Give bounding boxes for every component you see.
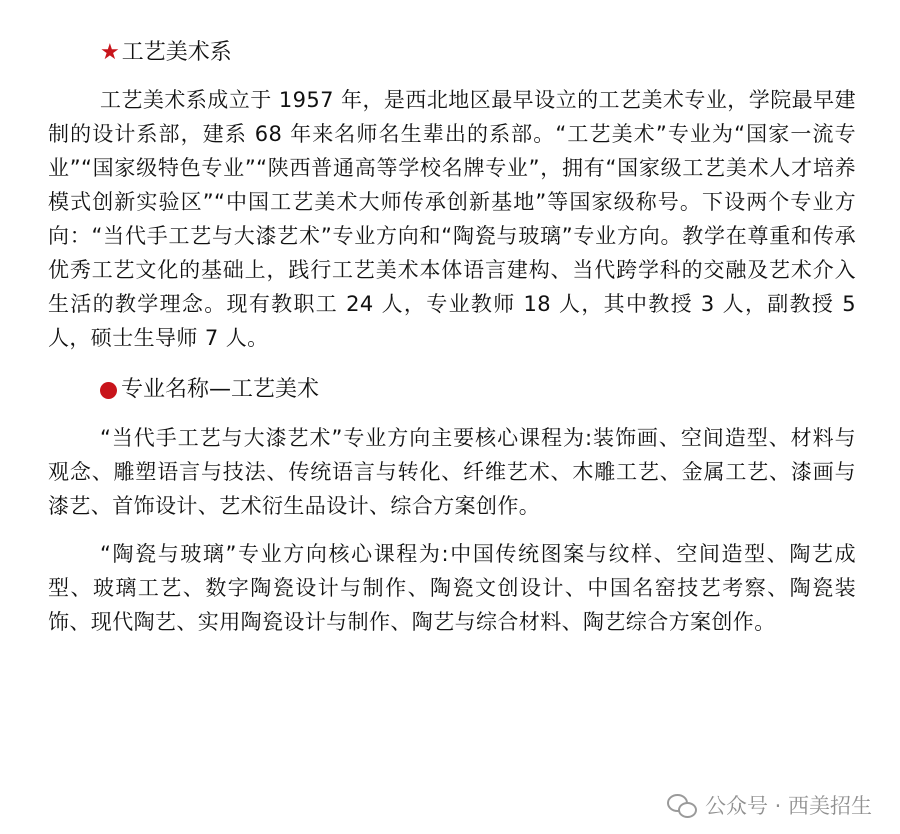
section-heading-crafts-department [100,36,856,70]
watermark [667,790,872,820]
circle-bullet-icon [100,382,117,399]
lacquer-direction-courses-paragraph: “当代手工艺与大漆艺术”专业方向主要核心课程为:装饰画、空间造型、材料与观念、雕塑语言与技法、传统语言与转化、纤维艺术、木雕工艺、金属工艺、漆画与漆艺、首饰设计、艺术衍生品设计、综合方案创作。 [48,426,856,518]
department-intro-paragraph: 工艺美术系成立于 1957 年，是西北地区最早设立的工艺美术专业，学院最早建制的设计系部，建系 68 年来名师名生辈出的系部。“工艺美术”专业为“国家一流专业”“国家级特色专业”“陕西普通高等学校名牌专业”，拥有“国家级工艺美术人才培养模式创新实验区”“中国工艺美术大师传承创新基地”等国家级称号。下设两个专业方向：“当代手工艺与大漆艺术”专业方向和“陶瓷与玻璃”专业方向。教学在尊重和传承优秀工艺文化的基础上，践行工艺美术本体语言建构、当代跨学科的交融及艺术介入生活的教学理念。现有教职工 24 人，专业教师 18 人，其中教授 3 人，副教授 5 人，硕士生导师 7 人。 [48,88,856,350]
document-body [48,36,856,639]
ceramics-direction-courses-paragraph: “陶瓷与玻璃”专业方向核心课程为:中国传统图案与纹样、空间造型、陶艺成型、玻璃工艺、数字陶瓷设计与制作、陶瓷文创设计、中国名窑技艺考察、陶瓷装饰、现代陶艺、实用陶瓷设计与制作、陶艺与综合材料、陶艺综合方案创作。 [48,542,856,634]
section-heading-major-name [100,373,856,407]
wechat-icon [667,792,697,818]
watermark-text: 公众号 · 西美招生 [704,794,872,818]
section-heading-text: 工艺美术系 [121,40,232,65]
section-heading-text: 专业名称—工艺美术 [121,377,320,402]
star-icon: ★ [100,40,120,65]
